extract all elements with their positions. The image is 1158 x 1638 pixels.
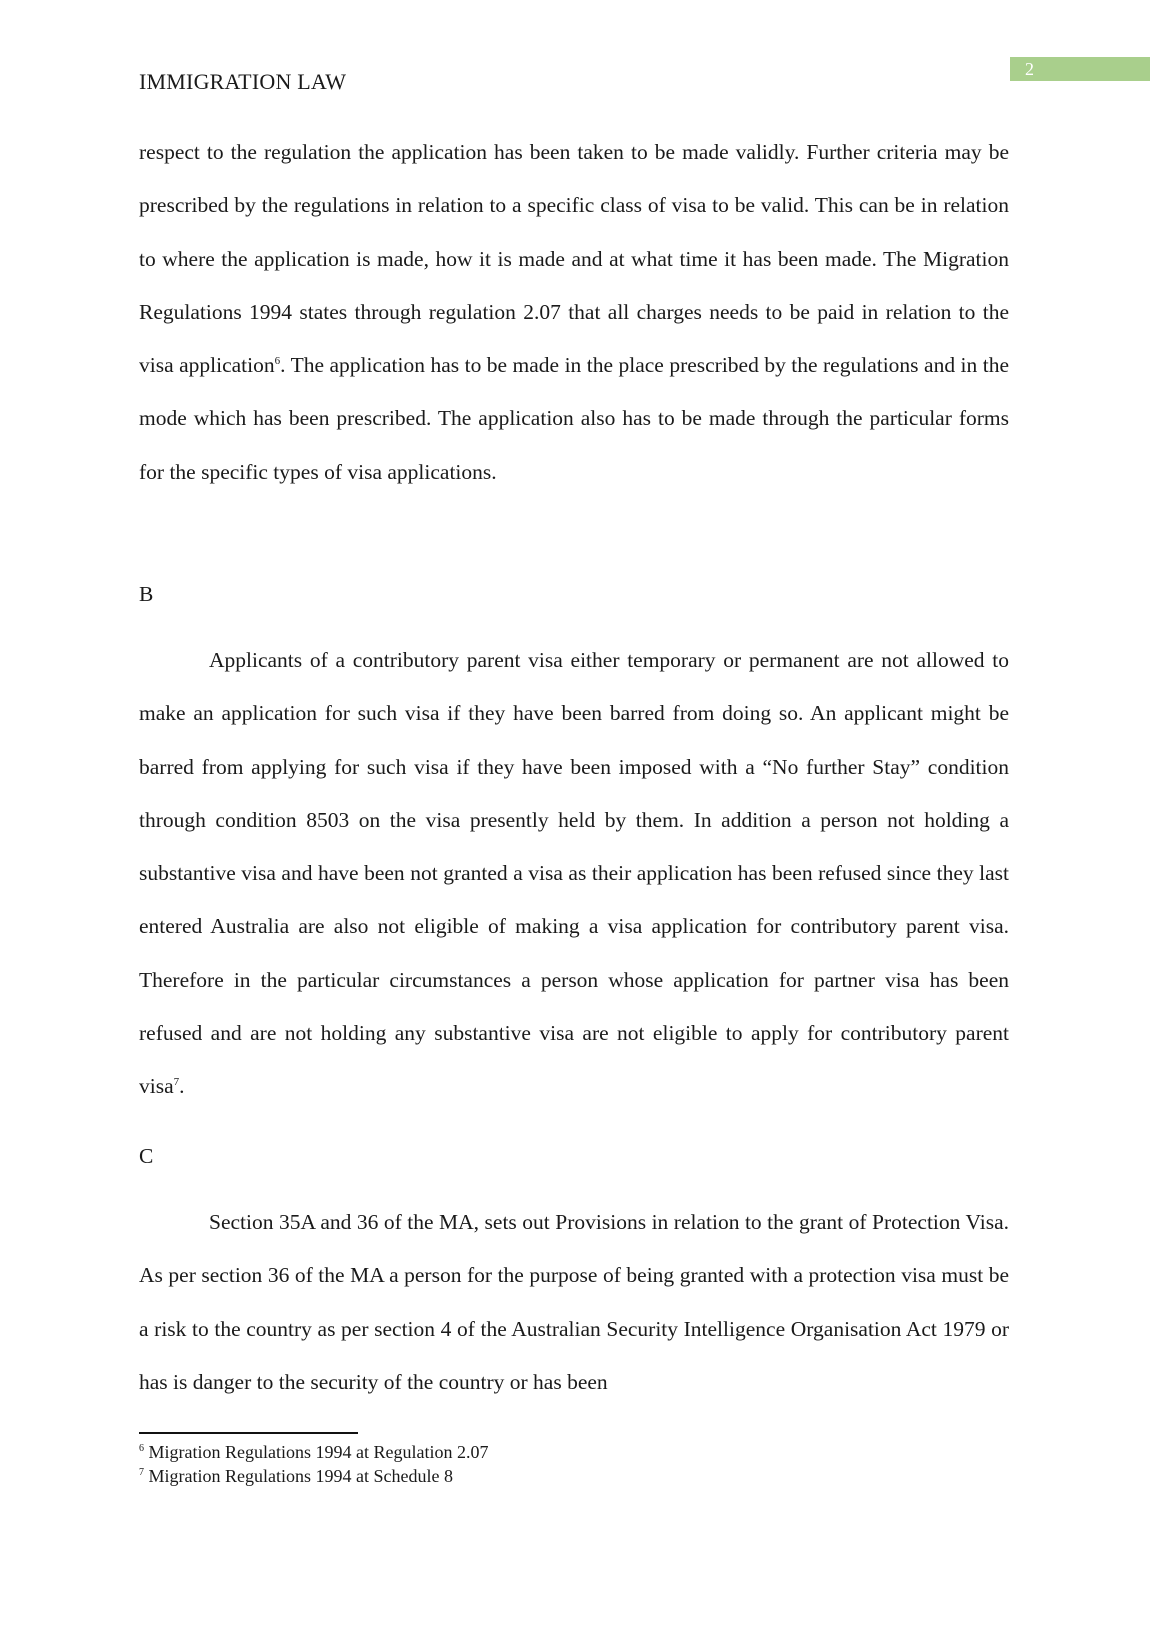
section-heading-c: C <box>139 1144 154 1168</box>
section-c-text: Section 35A and 36 of the MA, sets out Provisions in relation to the grant of Protection Visa. As per section 36 of the MA a person for the purpose of being granted with a protection visa must be a risk to the country as per section 4 of the Australian Security Intelligence Organisation Act 1979 or has is danger to the security of the country or has been <box>139 1210 1009 1394</box>
footnote-ref-6: 6 <box>274 355 281 368</box>
footnote-6 <box>139 1440 488 1464</box>
paragraph-1-text-cont: . The application has to be made in the place prescribed by the regulations and in the mode which has been prescribed. The application also has to be made through the particular forms for the specific types of visa applications. <box>139 353 1009 484</box>
footnote-7 <box>139 1464 488 1488</box>
footnote-7-text: Migration Regulations 1994 at Schedule 8 <box>144 1466 453 1486</box>
running-header: IMMIGRATION LAW <box>139 69 347 94</box>
section-b-text-end: . <box>179 1074 185 1099</box>
footnote-6-text: Migration Regulations 1994 at Regulation 2.07 <box>144 1442 489 1462</box>
section-heading-b: B <box>139 582 154 606</box>
paragraph-1-text: respect to the regulation the application has been taken to be made validly. Further criteria may be prescribed by the regulations in relation to a specific class of visa to be valid. This can be in relation to where the application is made, how it is made and at what time it has been made. The Migration Regulations 1994 states through regulation 2.07 that all charges needs to be paid in relation to the visa application <box>139 140 1009 378</box>
footnote-ref-7: 7 <box>173 1076 180 1089</box>
footnotes <box>139 1440 488 1488</box>
section-b-text: Applicants of a contributory parent visa either temporary or permanent are not allowed to make an application for such visa if they have been barred from doing so. An applicant might be barred from applying for such visa if they have been imposed with a “No further Stay” condition through condition 8503 on the visa presently held by them. In addition a person not holding a substantive visa and have been not granted a visa as their application has been refused since they last entered Australia are also not eligible of making a visa application for contributory parent visa. Therefore in the particular circumstances a person whose application for partner visa has been refused and are not holding any substantive visa are not eligible to apply for contributory parent visa <box>139 648 1009 1099</box>
footnote-7-mark: 7 <box>139 1467 144 1478</box>
page-number: 2 <box>1025 59 1034 79</box>
section-c-paragraph <box>139 1196 1009 1409</box>
paragraph-1 <box>139 126 1009 499</box>
footnote-6-mark: 6 <box>139 1443 144 1454</box>
section-b-paragraph <box>139 634 1009 1114</box>
footnote-separator <box>139 1432 358 1434</box>
